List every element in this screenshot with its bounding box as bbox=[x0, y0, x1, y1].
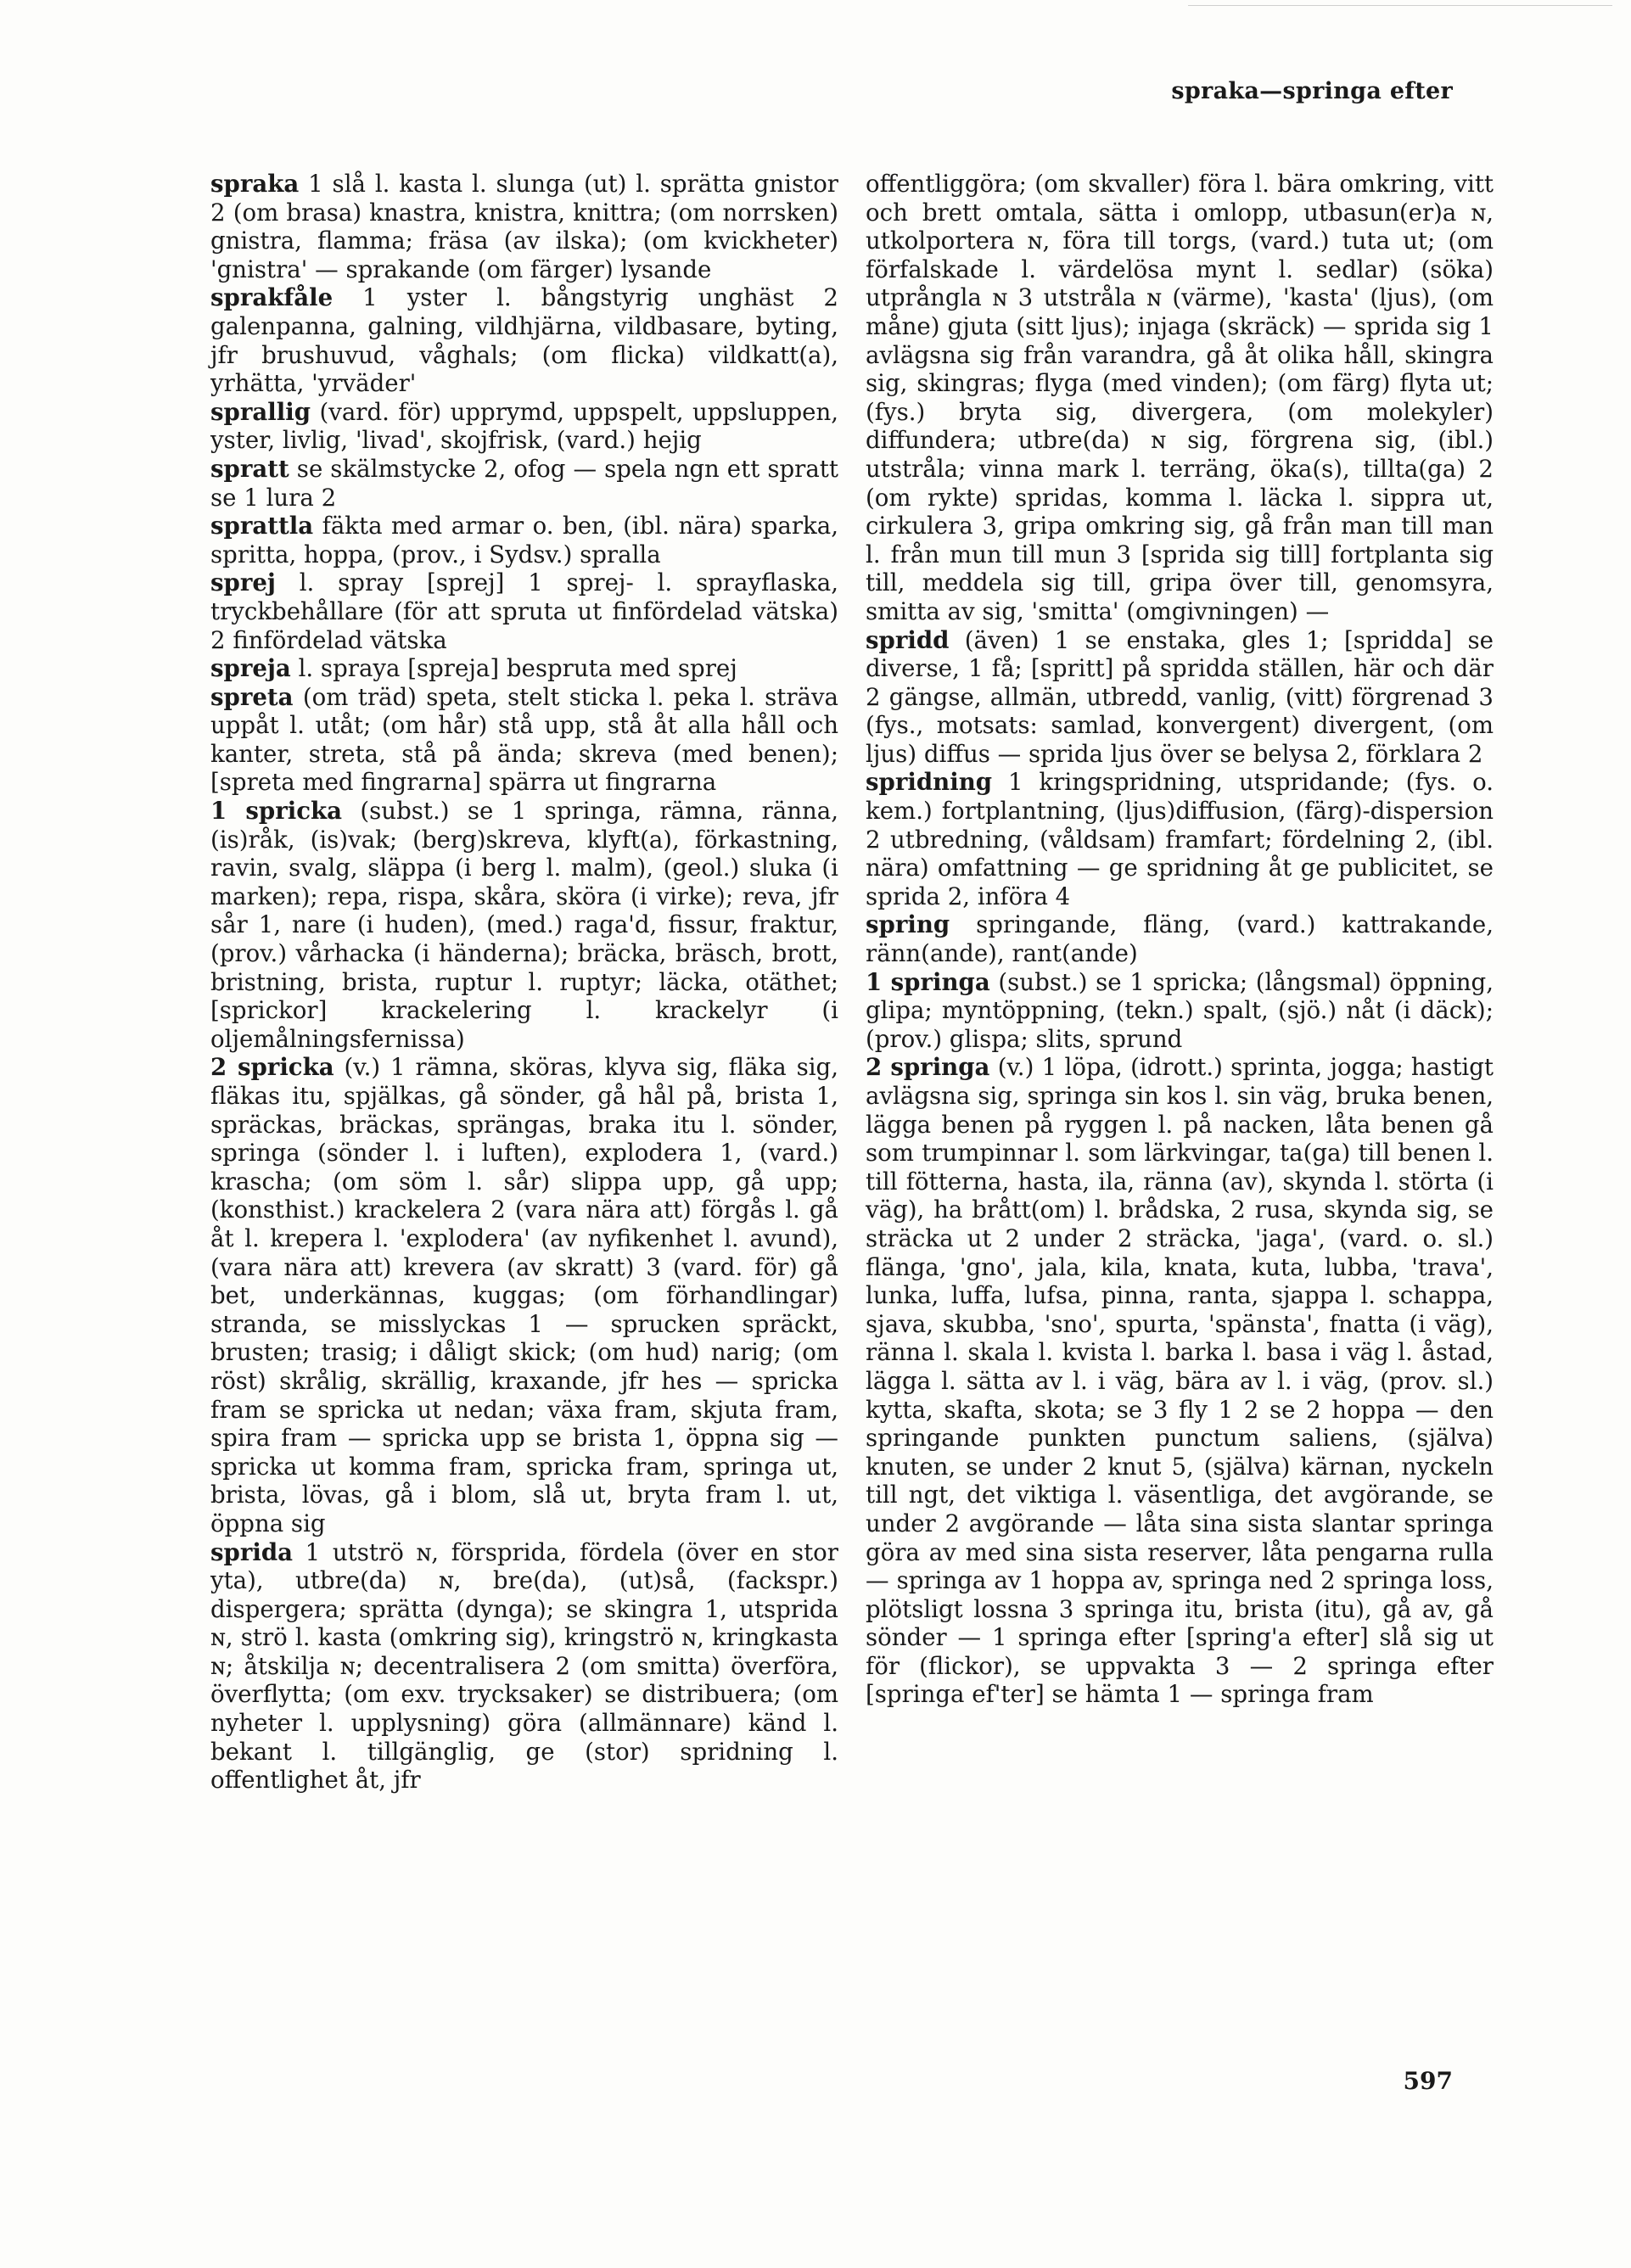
dictionary-entry bbox=[866, 1053, 1494, 1709]
entry-definition: 1 utströ ɴ, försprida, fördela (över en stor yta), utbre(da) ɴ, bre(da), (ut)så, (fackspr.) dispergera; sprätta (dynga); se skingra 1, utsprida ɴ, strö l. kasta (omkring sig), kringströ ɴ, kringkasta ɴ; åtskilja ɴ; decentralisera 2 (om smitta) överföra, överflytta; (om exv. trycksaker) se distribuera; (om nyheter l. upplysning) göra (allmännare) känd l. bekant l. tillgänglig, ge (stor) spridning l. offentlighet åt, jfr bbox=[210, 1537, 838, 1795]
entry-definition: 1 yster l. bångstyrig unghäst 2 galenpanna, galning, vildhjärna, vildbasare, byting, jfr brushuvud, våghals; (om flicka) vildkatt(a), yrhätta, 'yrväder' bbox=[210, 283, 838, 398]
entry-headword: sprattla bbox=[210, 512, 314, 540]
entry-definition: (subst.) se 1 springa, rämna, ränna, (is)råk, (is)vak; (berg)skreva, klyft(a), förkastning, ravin, svalg, släppa (i berg l. malm), (geol.) sluka (i marken); repa, rispa, skåra, sköra (i virke); reva, jfr sår 1, nare (i huden), (med.) raga'd, fissur, fraktur, (prov.) vårhacka (i händerna); bräcka, bräsch, brott, bristning, brista, ruptur l. ruptyr; läcka, otäthet; [sprickor] krackelering l. krackelyr (i oljemålningsfernissa) bbox=[210, 797, 838, 1053]
entry-headword: spraka bbox=[210, 170, 300, 198]
entry-headword: 1 spricka bbox=[210, 797, 343, 826]
entry-definition: offentliggöra; (om skvaller) föra l. bära omkring, vitt och brett omtala, sätta i omlopp, utbasun(er)a ɴ, utkolportera ɴ, föra till torgs, (vard.) tuta ut; (om förfalskade l. värdelösa mynt l. sedlar) (söka) utprångla ɴ 3 utstråla ɴ (värme), 'kasta' (ljus), (om måne) gjuta (sitt ljus); injaga (skräck) — sprida sig 1 avlägsna sig från varandra, gå åt olika håll, skingra sig, skingras; flyga (med vinden); (om färg) flyta ut; (fys.) bryta sig, divergera, (om molekyler) diffundera; utbre(da) ɴ sig, förgrena sig, (ibl.) utstråla; vinna mark l. terräng, öka(s), tillta(ga) 2 (om rykte) spridas, komma l. läcka l. sippra ut, cirkulera 3, gripa omkring sig, gå från man till man l. från mun till mun 3 [sprida sig till] fortplanta sig till, meddela sig till, gripa över till, genomsyra, smitta av sig, 'smitta' (omgivningen) — bbox=[866, 170, 1494, 625]
page-number: 597 bbox=[1403, 2067, 1453, 2095]
left-column bbox=[210, 170, 838, 1795]
entry-headword: spreta bbox=[210, 682, 294, 711]
dictionary-entry bbox=[866, 968, 1494, 1054]
dictionary-entry bbox=[210, 1538, 838, 1795]
dictionary-entry bbox=[210, 683, 838, 797]
right-column bbox=[866, 170, 1494, 1709]
dictionary-entry bbox=[210, 283, 838, 397]
entry-definition: l. spraya [spreja] bespruta med sprej bbox=[290, 654, 737, 683]
scan-edge-rule bbox=[1188, 5, 1612, 6]
entry-definition: l. spray [sprej] 1 sprej- l. sprayflaska, tryckbehållare (för att spruta ut finfördelad vätska) 2 finfördelad vätska bbox=[210, 568, 838, 654]
dictionary-entry bbox=[210, 455, 838, 512]
entry-headword: spridd bbox=[866, 625, 950, 654]
entry-headword: sprida bbox=[210, 1537, 294, 1566]
entry-definition: 1 kringspridning, utspridande; (fys. o. kem.) fortplantning, (ljus)diffusion, (färg)-dispersion 2 utbredning, (våldsam) framfart; fördelning 2, (ibl. nära) omfattning — ge spridning åt ge publicitet, se sprida 2, införa 4 bbox=[866, 768, 1494, 910]
dictionary-entry bbox=[210, 398, 838, 455]
entry-definition: (vard. för) upprymd, uppspelt, uppsluppen, yster, livlig, 'livad', skojfrisk, (vard.) hejig bbox=[210, 397, 838, 455]
entry-headword: 2 springa bbox=[866, 1053, 990, 1082]
dictionary-entry bbox=[866, 170, 1494, 626]
entry-headword: sprej bbox=[210, 568, 276, 597]
entry-definition: se skälmstycke 2, ofog — spela ngn ett spratt se 1 lura 2 bbox=[210, 454, 838, 512]
entry-headword: 1 springa bbox=[866, 967, 990, 996]
entry-headword: spring bbox=[866, 910, 950, 939]
dictionary-entry bbox=[210, 568, 838, 654]
entry-headword: sprakfåle bbox=[210, 283, 333, 312]
entry-definition: (subst.) se 1 spricka; (långsmal) öppning, glipa; myntöppning, (tekn.) spalt, (sjö.) nåt (i däck); (prov.) glispa; slits, sprund bbox=[866, 967, 1494, 1053]
entry-definition: (v.) 1 rämna, sköras, klyva sig, fläka sig, fläkas itu, spjälkas, gå sönder, gå hål på, brista 1, spräckas, bräckas, sprängas, braka itu l. sönder, springa (sönder l. i luften), explodera 1, (vard.) krascha; (om söm l. sår) slippa upp, gå upp; (konsthist.) krackelera 2 (vara nära att) förgås l. gå åt l. krepera l. 'explodera' (av nyfikenhet l. avund), (vara nära att) krevera (av skratt) 3 (vard. för) gå bet, underkännas, kuggas; (om förhandlingar) stranda, se misslyckas 1 — sprucken spräckt, brusten; trasig; i dåligt skick; (om hud) narig; (om röst) skrålig, skrällig, kraxande, jfr hes — spricka fram se spricka ut nedan; växa fram, skjuta fram, spira fram — spricka upp se brista 1, öppna sig — spricka ut komma fram, spricka fram, springa ut, brista, lövas, gå i blom, slå ut, bryta fram l. ut, öppna sig bbox=[210, 1053, 838, 1537]
dictionary-entry bbox=[210, 512, 838, 568]
dictionary-entry bbox=[866, 910, 1494, 967]
entry-definition: (om träd) speta, stelt sticka l. peka l. sträva uppåt l. utåt; (om hår) stå upp, stå åt alla håll och kanter, streta, stå på ända; skreva (med benen); [spreta med fingrarna] spärra ut fingrarna bbox=[210, 682, 838, 797]
entry-headword: 2 spricka bbox=[210, 1053, 334, 1082]
dictionary-entry bbox=[210, 170, 838, 283]
entry-headword: spridning bbox=[866, 768, 993, 797]
dictionary-entry bbox=[866, 768, 1494, 910]
entry-definition: fäkta med armar o. ben, (ibl. nära) sparka, spritta, hoppa, (prov., i Sydsv.) spralla bbox=[210, 512, 838, 568]
entry-headword: sprallig bbox=[210, 397, 311, 426]
running-head: spraka—springa efter bbox=[1171, 78, 1453, 104]
dictionary-entry bbox=[210, 654, 838, 683]
entry-definition: (även) 1 se enstaka, gles 1; [spridda] se diverse, 1 få; [spritt] på spridda ställen, här och där 2 gängse, allmän, utbredd, vanlig, (vitt) förgrenad 3 (fys., motsats: samlad, konvergent) divergent, (om ljus) diffus — sprida ljus över se belysa 2, förklara 2 bbox=[866, 625, 1494, 768]
entry-definition: 1 slå l. kasta l. slunga (ut) l. sprätta gnistor 2 (om brasa) knastra, knistra, knittra; (om norrsken) gnistra, flamma; fräsa (av ilska); (om kvickheter) 'gnistra' — sprakande (om färger) lysande bbox=[210, 170, 838, 283]
entry-definition: (v.) 1 löpa, (idrott.) sprinta, jogga; hastigt avlägsna sig, springa sin kos l. sin väg, bruka benen, lägga benen på ryggen l. på nacken, låta benen gå som trumpinnar l. som lärkvingar, ta(ga) till benen l. till fötterna, hasta, ila, ränna (av), skynda l. störta (i väg), ha brått(om) l. brådska, 2 rusa, skynda sig, se sträcka ut 2 under 2 sträcka, 'jaga', (vard. o. sl.) flänga, 'gno', jala, kila, knata, kuta, lubba, 'trava', lunka, luffa, lufsa, pinna, ranta, sjappa l. schappa, sjava, skubba, 'sno', spurta, 'spänsta', fnatta (i väg), ränna l. skala l. kvista l. barka l. basa i väg l. åstad, lägga l. sätta av l. i väg, bära av l. i väg, (prov. sl.) kytta, skafta, skota; se 3 fly 1 2 se 2 hoppa — den springande punkten punctum saliens, (själva) knuten, se under 2 knut 5, (själva) kärnan, nyckeln till ngt, det viktiga l. väsentliga, det avgörande, se under 2 avgörande — låta sina sista slantar springa göra av med sina sista reserver, låta pengarna rulla — springa av 1 hoppa av, springa ned 2 springa loss, plötsligt lossna 3 springa itu, brista (itu), gå av, gå sönder — 1 springa efter [spring'a efter] slå sig ut för (flickor), se uppvakta 3 — 2 springa efter [springa ef'ter] se hämta 1 — springa fram bbox=[866, 1053, 1494, 1709]
entry-headword: spratt bbox=[210, 454, 289, 483]
entry-headword: spreja bbox=[210, 654, 291, 683]
dictionary-entry bbox=[210, 1053, 838, 1537]
dictionary-entry bbox=[866, 626, 1494, 769]
dictionary-entry bbox=[210, 797, 838, 1053]
entry-definition: springande, fläng, (vard.) kattrakande, ränn(ande), rant(ande) bbox=[866, 910, 1494, 968]
